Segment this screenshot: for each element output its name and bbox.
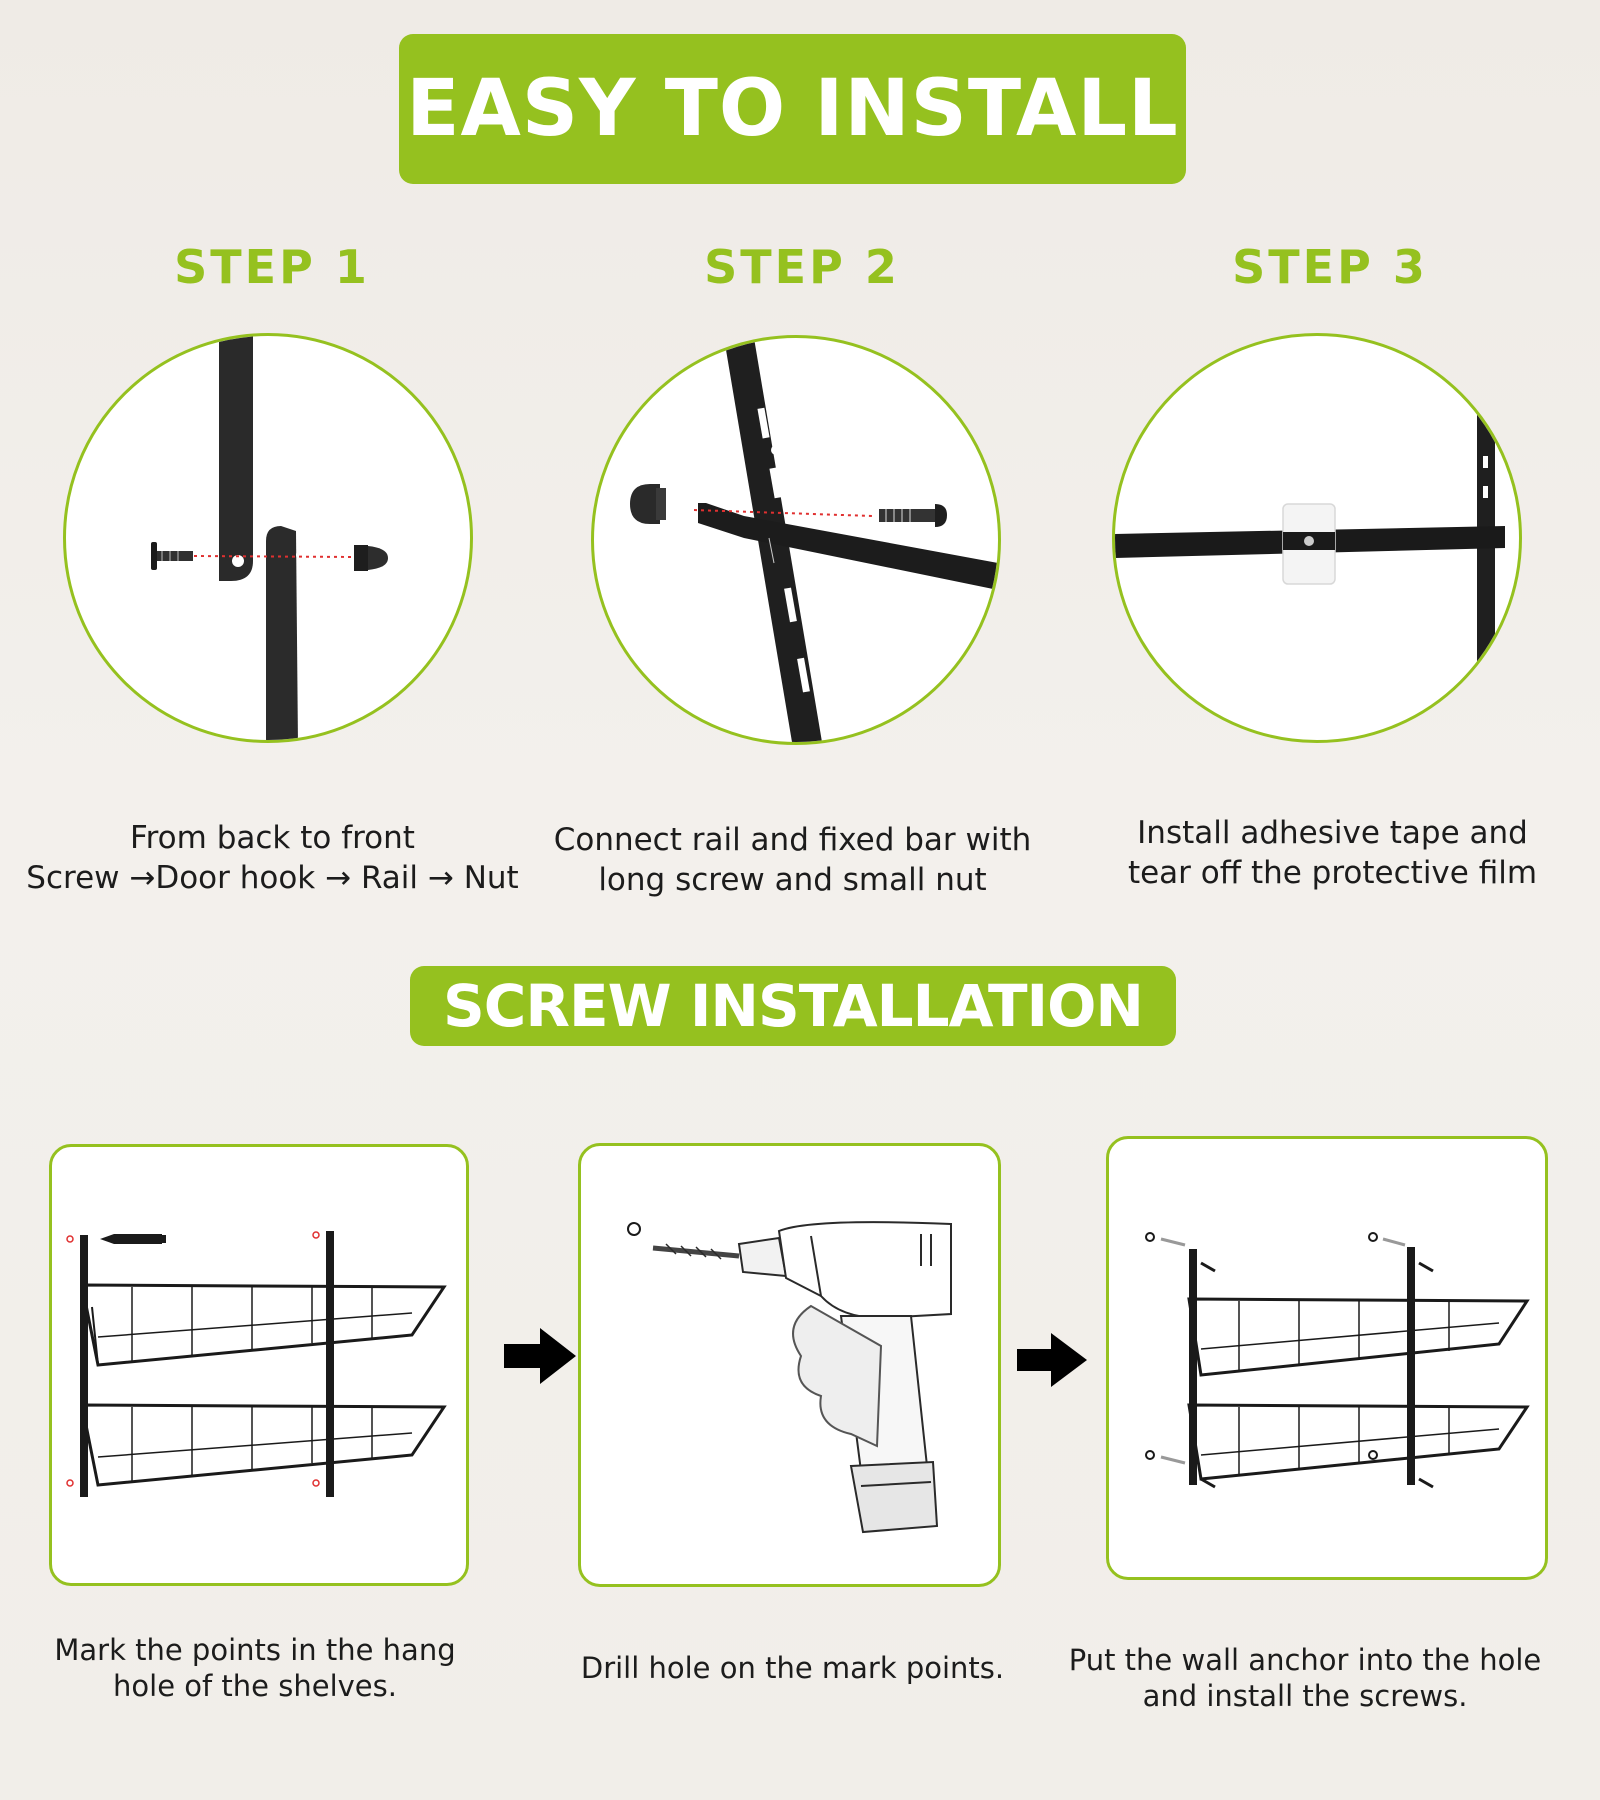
step-3-illustration: [1112, 333, 1522, 743]
rail-icon: [1477, 406, 1495, 696]
easy-to-install-banner: EASY TO INSTALL: [399, 34, 1186, 184]
adhesive-hook-icon: [1283, 504, 1335, 584]
panel-mark-points: [49, 1144, 469, 1586]
step-2-title: STEP 2: [704, 240, 900, 294]
shelf-rack-icon: [1189, 1247, 1527, 1485]
door-hook-icon: [219, 336, 253, 581]
step-3-title: STEP 3: [1232, 240, 1428, 294]
step-1-caption-line: Screw →Door hook → Rail → Nut: [26, 860, 519, 896]
rail-icon: [266, 526, 298, 740]
nut-icon: [354, 545, 388, 571]
nut-icon: [630, 484, 666, 524]
panel-3-caption: [1050, 1642, 1560, 1714]
screw-icon: [1201, 1263, 1433, 1487]
right-arrow-icon: [1017, 1333, 1087, 1387]
screw-installation-banner: SCREW INSTALLATION: [410, 966, 1176, 1046]
panel-3-caption-line: and install the screws.: [1142, 1679, 1468, 1713]
right-arrow-icon: [504, 1328, 576, 1384]
panel-1-caption-line: hole of the shelves.: [113, 1669, 397, 1703]
drill-icon: [653, 1222, 951, 1532]
panel-2-caption: [540, 1650, 1045, 1686]
pencil-icon: [100, 1234, 166, 1244]
panel-1-caption-line: Mark the points in the hang: [54, 1633, 456, 1667]
panel-1-caption: [30, 1632, 480, 1704]
panel-drill-holes: [578, 1143, 1001, 1587]
step-2-caption: [520, 820, 1065, 900]
step-1-caption-line: From back to front: [130, 820, 415, 856]
screw-icon: [879, 504, 947, 527]
step-2-caption-line: Connect rail and fixed bar with: [553, 822, 1032, 858]
step-3-caption-line: Install adhesive tape and: [1137, 815, 1528, 851]
step-1-illustration: [63, 333, 473, 743]
step-2-illustration: [591, 335, 1001, 745]
shelf-rack-icon: [80, 1231, 444, 1497]
panel-3-caption-line: Put the wall anchor into the hole: [1068, 1643, 1542, 1677]
screw-icon: [151, 542, 193, 570]
step-3-caption-line: tear off the protective film: [1127, 855, 1538, 891]
step-2-caption-line: long screw and small nut: [598, 862, 987, 898]
panel-2-caption-line: Drill hole on the mark points.: [580, 1651, 1005, 1685]
panel-install-screws: [1106, 1136, 1548, 1580]
step-1-caption: [0, 818, 545, 898]
step-1-title: STEP 1: [174, 240, 370, 294]
wall-anchor-icon: [1146, 1233, 1405, 1463]
step-3-caption: [1110, 813, 1555, 893]
